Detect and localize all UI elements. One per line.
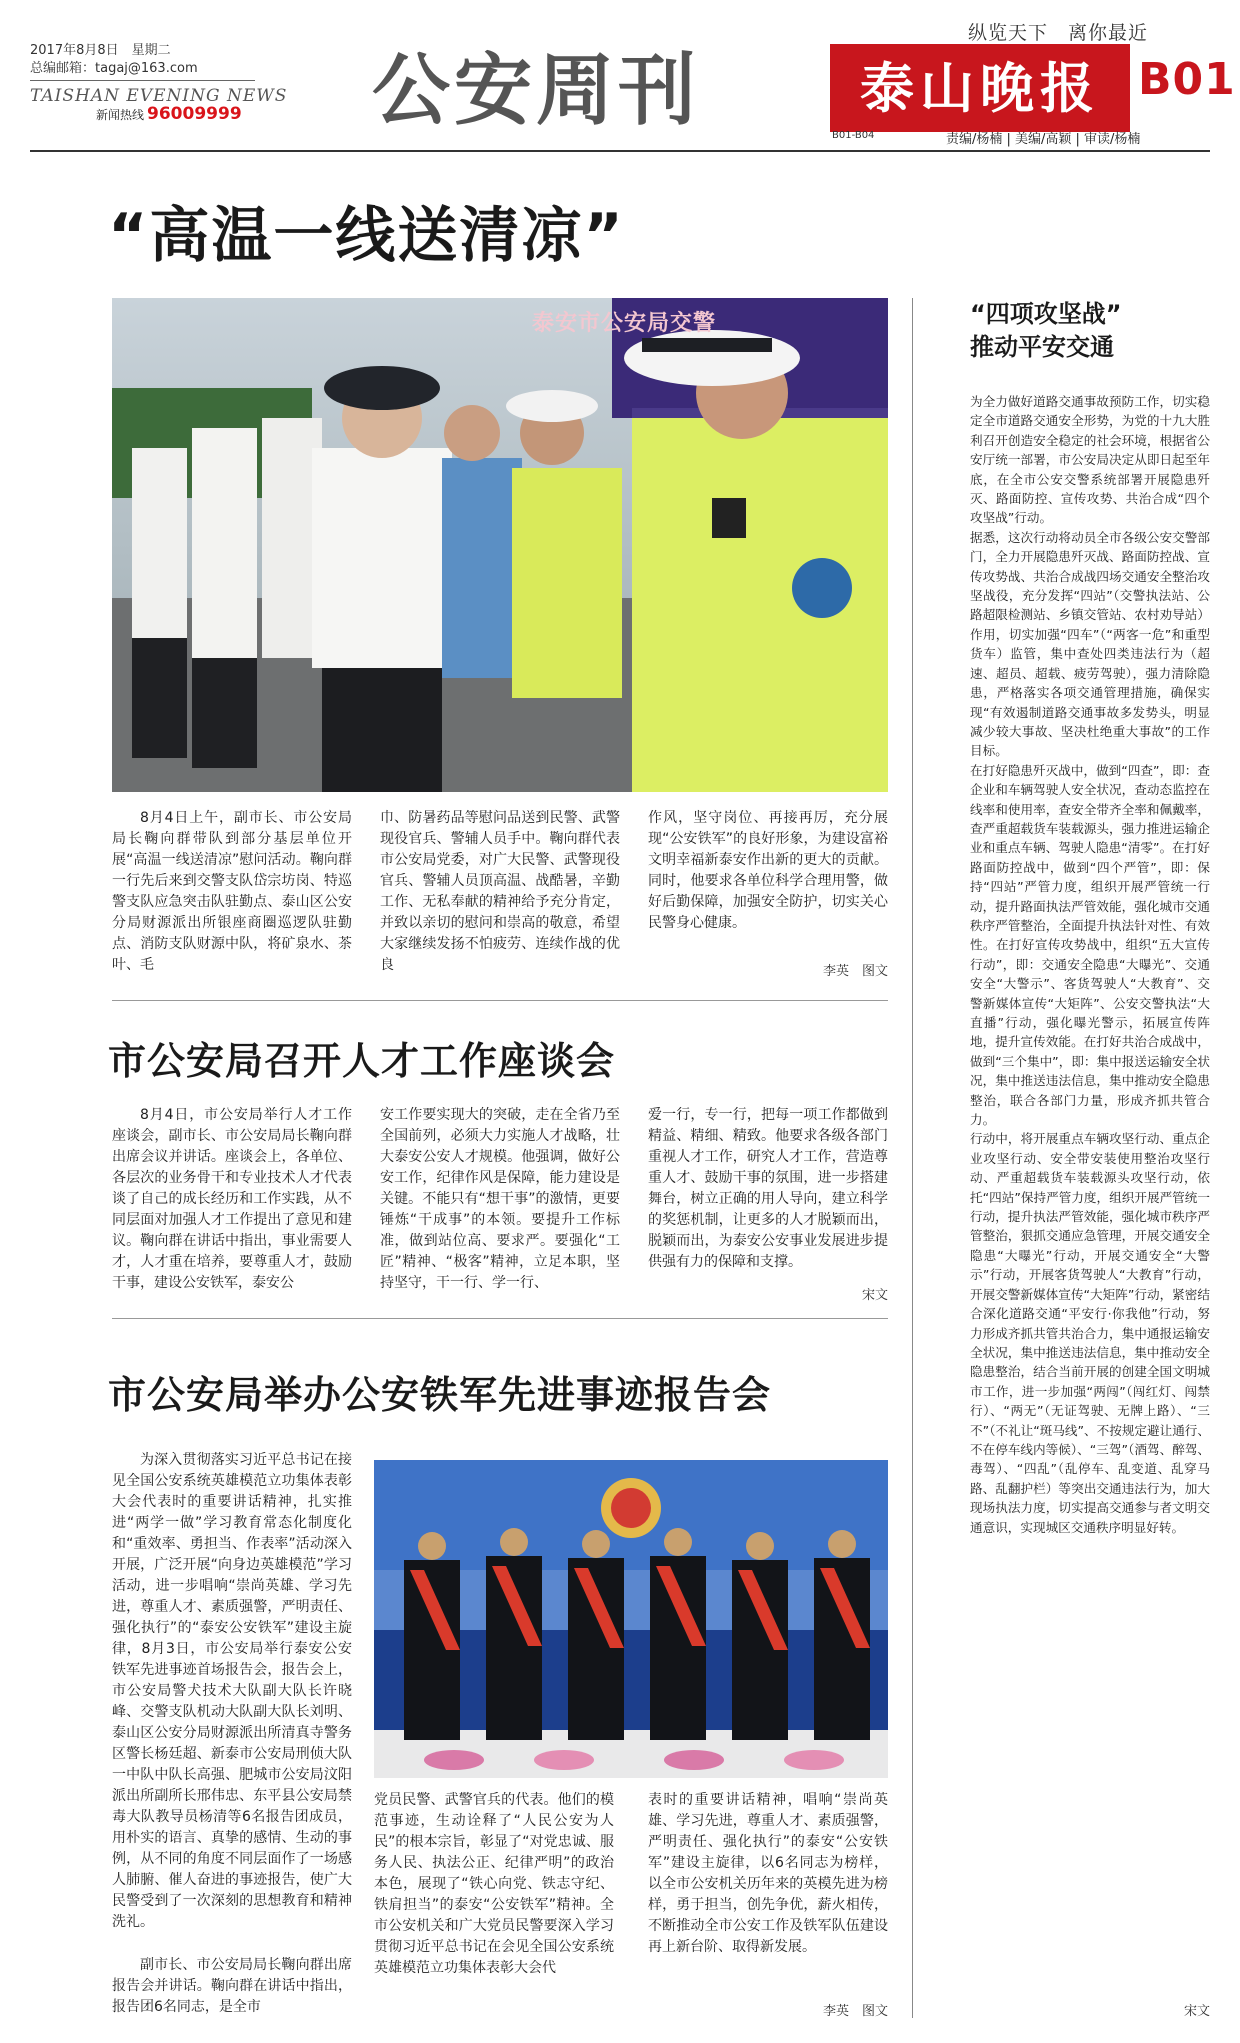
article3-credit: 李英 图文 <box>822 2004 888 2019</box>
sidebar-headline-line1: “四项攻坚战” <box>970 300 1122 328</box>
article1-col3: 作风，坚守岗位、再接再厉，充分展现“公安铁军”的良好形象，为建设富裕文明幸福新泰安作出新的更大的贡献。同时，他要求各单位科学合理用警，做好后勤保障，加强安全防护，切实关心民警身心健康。 <box>648 810 888 931</box>
article1-col2: 巾、防暑药品等慰问品送到民警、武警现役官兵、警辅人员手中。鞠向群代表市公安局党委，对广大民警、武警现役官兵、警辅人员顶高温、战酷暑，辛勤工作、无私奉献的精神给予充分肯定，并致以亲切的慰问和崇高的敬意，希望大家继续发扬不怕疲劳、连续作战的优良 <box>380 810 620 973</box>
hotline-number: 96009999 <box>147 104 242 124</box>
page-number: B01 <box>1138 54 1236 105</box>
masthead-rule <box>30 150 1210 152</box>
divider-2 <box>112 1318 888 1319</box>
article2-col1: 8月4日，市公安局举行人才工作座谈会，副市长、市公安局局长鞠向群出席会议并讲话。座谈会上，各单位、各层次的业务骨干和专业技术人才代表谈了自己的成长经历和工作实践，从不同层面对加强人才工作提出了意见和建议。鞠向群在讲话中指出，事业需要人才，人才重在培养，要尊重人才，鼓励干事，建设公安铁军，泰安公 <box>112 1107 352 1291</box>
hotline <box>96 104 242 124</box>
article1-credit: 李英 图文 <box>822 964 888 979</box>
article3-col3: 表时的重要讲话精神，唱响“崇尚英雄、学习先进，尊重人才、素质强警，严明责任、强化执行”的泰安“公安铁军”建设主旋律，以6名同志为榜样，以全市公安机关历年来的英模先进为榜样，勇于担当，创先争优，薪火相传，不断推动全市公安工作及铁军队伍建设再上新台阶、取得新发展。 <box>648 1792 888 1955</box>
masthead-rule-small <box>30 80 255 81</box>
sidebar-credit: 宋文 <box>1183 2004 1210 2019</box>
section-title: 公安周刊 <box>372 46 701 136</box>
officers-handshake-photo <box>112 298 888 792</box>
divider-1 <box>112 1000 888 1001</box>
sidebar-headline-line2: 推动平安交通 <box>970 333 1114 361</box>
article2-headline: 市公安局召开人才工作座谈会 <box>108 1039 616 1083</box>
hotline-label: 新闻热线 <box>96 108 145 122</box>
award-stage-photo <box>374 1460 888 1778</box>
slogan: 纵览天下 离你最近 <box>968 22 1149 44</box>
article3-col1b: 副市长、市公安局局长鞠向群出席报告会并讲话。鞠向群在讲话中指出，报告团6名同志，是全市 <box>112 1957 352 2015</box>
article3-headline: 市公安局举办公安铁军先进事迹报告会 <box>108 1373 772 1417</box>
article3-col1: 为深入贯彻落实习近平总书记在接见全国公安系统英雄模范立功集体表彰大会代表时的重要讲话精神，扎实推进“两学一做”学习教育常态化制度化和“重效率、勇担当、作表率”活动深入开展，广泛开展“向身边英雄模范”学习活动，进一步唱响“崇尚英雄、学习先进，尊重人才、素质强警，严明责任、强化执行”的“泰安公安铁军”建设主旋律，8月3日，市公安局举行泰安公安铁军先进事迹首场报告会，报告会上，市公安局警犬技术大队副大队长许晓峰、交警支队机动大队副大队长刘明、泰山区公安分局财源派出所清真寺警务区警长杨廷超、新泰市公安局刑侦大队一中队中队长高强、肥城市公安局汶阳派出所副所长邢伟忠、东平县公安局禁毒大队教导员杨清等6名报告团成员，用朴实的语言、真挚的感情、生动的事例，从不同的角度不同层面作了一场感人肺腑、催人奋进的事迹报告，使广大民警受到了一次深刻的思想教育和精神洗礼。 <box>112 1452 352 1930</box>
article1-photo <box>112 298 888 792</box>
brand-english: TAISHAN EVENING NEWS <box>30 86 288 106</box>
issue-date: 2017年8月8日 星期二 <box>30 43 171 58</box>
sidebar-divider <box>912 298 913 2018</box>
article3-photo <box>374 1460 888 1778</box>
editors-line: 责编/杨楠 | 美编/高颖 | 审读/杨楠 <box>946 132 1141 147</box>
article2-col2: 安工作要实现大的突破，走在全省乃至全国前列，必须大力实施人才战略，壮大泰安公安人才规模。他强调，做好公安工作，纪律作风是保障，能力建设是关键。不能只有“想干事”的激情，更要锤炼“干成事”的本领。要提升工作标准，做到站位高、要求严。要强化“工匠”精神、“极客”精神，立足本职，坚持坚守，干一行、学一行、 <box>380 1107 620 1291</box>
article1-col1: 8月4日上午，副市长、市公安局局长鞠向群带队到部分基层单位开展“高温一线送清凉”慰问活动。鞠向群一行先后来到交警支队岱宗坊岗、特巡警支队应急突击队驻勤点、泰山区公安分局财源派出所银座商圈巡逻队驻勤点、消防支队财源中队，将矿泉水、茶叶、毛 <box>112 810 352 973</box>
sidebar-body: 为全力做好道路交通事故预防工作，切实稳定全市道路交通安全形势，为党的十九大胜利召开创造安全稳定的社会环境，根据省公安厅统一部署，市公安局决定从即日起至年底，在全市公安交警系统部署开展隐患歼灭、路面防控、宣传攻势、共治合成“四个攻坚战”行动。 据悉，这次行动将动员全市各级公安交警部门，全力开展隐患歼灭战、路面防控战、宣传攻势战、共治合成战四场交通安全整治攻坚战役，充分发挥“四站”（交警执法站、公路超限检测站、乡镇交管站、农村劝导站）作用，切实加强“四车”（“两客一危”和重型货车）监管，集中查处四类违法行为（超速、超员、超载、疲劳驾驶），强力清除隐患，严格落实各项交通管理措施，确保实现“有效遏制道路交通事故多发势头，明显减少较大事故、坚决杜绝重大事故”的工作目标。 在打好隐患歼灭战中，做到“四查”，即：查企业和车辆驾驶人安全状况，查动态监控在线率和使用率，查安全带齐全率和佩戴率，查严重超载货车装载源头，强力推进运输企业和重点车辆、驾驶人隐患“清零”。在打好路面防控战中，做到“四个严管”，即：保持“四站”严管力度，组织开展严管统一行动，提升路面执法严管效能，强化城市交通秩序严管整治，全面提升执法针对性、有效性。在打好宣传攻势战中，组织“五大宣传行动”，即：交通安全隐患“大曝光”、交通安全“大警示”、客货驾驶人“大教育”、交警新媒体宣传“大矩阵”、公安交警执法“大直播”行动，强化曝光警示，拓展宣传阵地，提升宣传效能。在打好共治合成战中，做到“三个集中”，即：集中报送运输安全状况，集中推送违法信息，集中推动安全隐患整治，联合各部门力量，形成齐抓共管合力。 行动中，将开展重点车辆攻坚行动、重点企业攻坚行动、安全带安装使用整治攻坚行动、严重超载货车装载源头攻坚行动，依托“四站”保持严管力度，组织开展严管统一行动，提升执法严管效能，强化城市秩序严管整治，狠抓交通应急管理，开展交通安全隐患“大曝光”行动，开展交通安全“大警示”行动，开展客货驾驶人“大教育”行动，开展交警新媒体宣传“大矩阵”行动，紧密结合深化道路交通“平安行·你我他”行动，努力形成齐抓共管共治合力，集中通报运输安全状况，集中推送违法信息，集中推动安全隐患整治，结合当前开展的创建全国文明城市工作，进一步加强“两闯”（闯红灯、闯禁行）、“两无”（无证驾驶、无牌上路）、“三不”（不礼让“斑马线”、不按规定避让通行、不在停车线内等候）、“三驾”（酒驾、醉驾、毒驾）、“四乱”（乱停车、乱变道、乱穿马路、乱翻护栏）等突出交通违法行为，加大现场执法力度，切实提高交通参与者文明交通意识，实现城区交通秩序明显好转。 <box>970 394 1210 1535</box>
paper-code: B01-B04 <box>832 130 875 141</box>
paper-logo: 泰山晚报 <box>830 44 1130 132</box>
photo-banner-text: 泰安市公安局交警 <box>532 311 717 336</box>
article2-col3: 爱一行，专一行，把每一项工作都做到精益、精细、精致。他要求各级各部门重视人才工作，研究人才工作，营造尊重人才、鼓励干事的氛围，进一步搭建舞台，树立正确的用人导向，建立科学的奖惩机制，让更多的人才脱颖而出，脱颖而出，为泰安公安事业发展进步提供强有力的保障和支撑。 <box>648 1107 888 1270</box>
article1-headline: “高温一线送清凉” <box>108 201 625 271</box>
editor-email: 总编邮箱：tagaj@163.com <box>30 61 198 76</box>
article2-credit: 宋文 <box>861 1288 888 1303</box>
article3-col2: 党员民警、武警官兵的代表。他们的模范事迹，生动诠释了“人民公安为人民”的根本宗旨，彰显了“对党忠诚、服务人民、执法公正、纪律严明”的政治本色，展现了“铁心向党、铁志守纪、铁肩担当”的泰安“公安铁军”精神。全市公安机关和广大党员民警要深入学习贯彻习近平总书记在会见全国公安系统英雄模范立功集体表彰大会代 <box>374 1792 614 1976</box>
